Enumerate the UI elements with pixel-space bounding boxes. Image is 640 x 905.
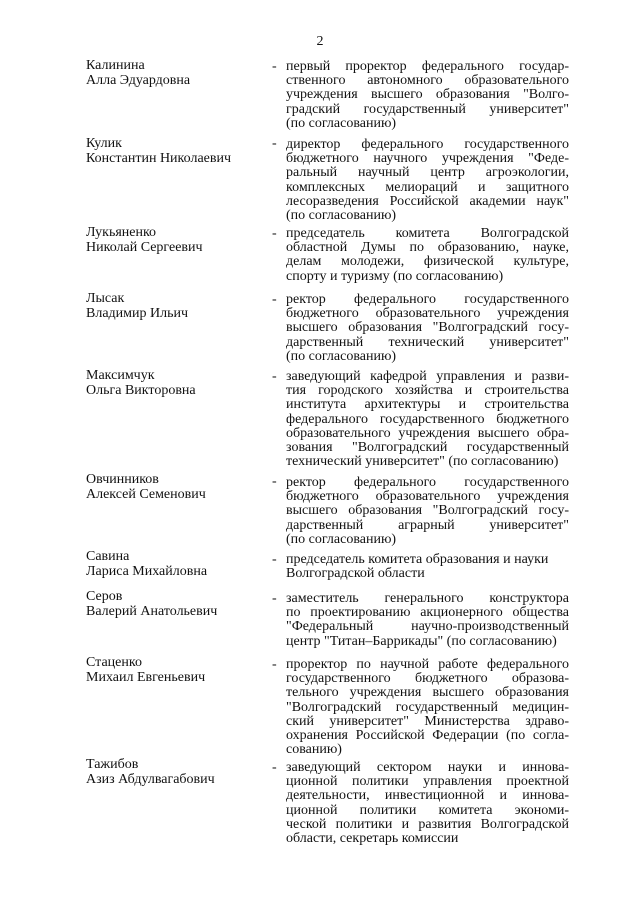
member-surname: Максимчук: [86, 368, 155, 383]
member-surname: Тажибов: [86, 757, 139, 772]
member-given-names: Алла Эдуардовна: [86, 73, 191, 88]
list-dash: -: [272, 226, 277, 241]
member-description: председатель комитета Волгоградской областной Думы по образованию, науке, делам молодежи, физической культуре, спорту и туризму (по согласованию): [286, 226, 569, 284]
member-given-names: Лариса Михайловна: [86, 564, 208, 579]
member-description: ректор федерального государственного бюджетного образовательного учреждения высшего образования "Волгоградский госу- дарственный аграрный университет" (по согласованию): [286, 475, 569, 547]
member-surname: Стаценко: [86, 655, 142, 670]
member-name: [86, 589, 266, 619]
member-description: первый проректор федерального государ- ственного автономного образовательного учреждения высшего образования "Волго- градский государственный университет" (по согласованию): [286, 59, 569, 131]
member-given-names: Михаил Евгеньевич: [86, 670, 206, 685]
member-name: [86, 225, 266, 255]
member-surname: Лукьяненко: [86, 225, 157, 240]
list-dash: -: [272, 292, 277, 307]
list-dash: -: [272, 369, 277, 384]
member-given-names: Азиз Абдулвагабович: [86, 772, 215, 787]
member-name: [86, 549, 266, 579]
member-description: директор федерального государственного бюджетного научного учреждения "Феде- ральный научный центр агроэкологии, комплексных мелиораций и защитного лесоразведения Российской академии наук" (по согласованию): [286, 137, 569, 224]
member-description: заместитель генерального конструктора по проектированию акционерного общества "Федеральный научно-производственный центр "Титан–Баррикады" (по согласованию): [286, 591, 569, 649]
member-given-names: Ольга Викторовна: [86, 383, 196, 398]
member-surname: Овчинников: [86, 472, 159, 487]
member-name: [86, 757, 266, 787]
list-dash: -: [272, 474, 277, 489]
member-surname: Серов: [86, 589, 123, 604]
member-description: проректор по научной работе федерального государственного бюджетного образова- тельного учреждения высшего образования "Волгоградский государственный медицин- ский университет" Министерства здраво- охранения Российской Федерации (по согла- сованию): [286, 657, 569, 758]
list-dash: -: [272, 136, 277, 151]
list-dash: -: [272, 657, 277, 672]
member-given-names: Алексей Семенович: [86, 487, 206, 502]
member-name: [86, 472, 266, 502]
member-given-names: Николай Сергеевич: [86, 240, 203, 255]
member-name: [86, 368, 266, 398]
list-dash: -: [272, 59, 277, 74]
list-dash: -: [272, 760, 277, 775]
member-name: [86, 58, 266, 88]
member-name: [86, 136, 266, 166]
member-surname: Калинина: [86, 58, 145, 73]
member-given-names: Константин Николаевич: [86, 151, 232, 166]
member-description: заведующий кафедрой управления и разви- тия городского хозяйства и строительства института архитектуры и строительства федерального государственного бюджетного образовательного учреждения высшего обра- зования "Волгоградский государственный технический университет" (по согласованию): [286, 369, 569, 470]
member-surname: Кулик: [86, 136, 122, 151]
member-description: заведующий сектором науки и иннова- ционной политики управления проектной деятельности, инвестиционной и иннова- ционной политики комитета экономи- ческой политики и развития Волгоградской области, секретарь комиссии: [286, 760, 569, 847]
page-number: 2: [316, 34, 324, 49]
member-description: ректор федерального государственного бюджетного образовательного учреждения высшего образования "Волгоградский госу- дарственный технический университет" (по согласованию): [286, 292, 569, 364]
member-surname: Лысак: [86, 291, 125, 306]
member-description: председатель комитета образования и науки Волгоградской области: [286, 552, 549, 582]
list-dash: -: [272, 552, 277, 567]
member-surname: Савина: [86, 549, 130, 564]
member-name: [86, 655, 266, 685]
member-given-names: Владимир Ильич: [86, 306, 189, 321]
member-name: [86, 291, 266, 321]
member-given-names: Валерий Анатольевич: [86, 604, 218, 619]
list-dash: -: [272, 591, 277, 606]
